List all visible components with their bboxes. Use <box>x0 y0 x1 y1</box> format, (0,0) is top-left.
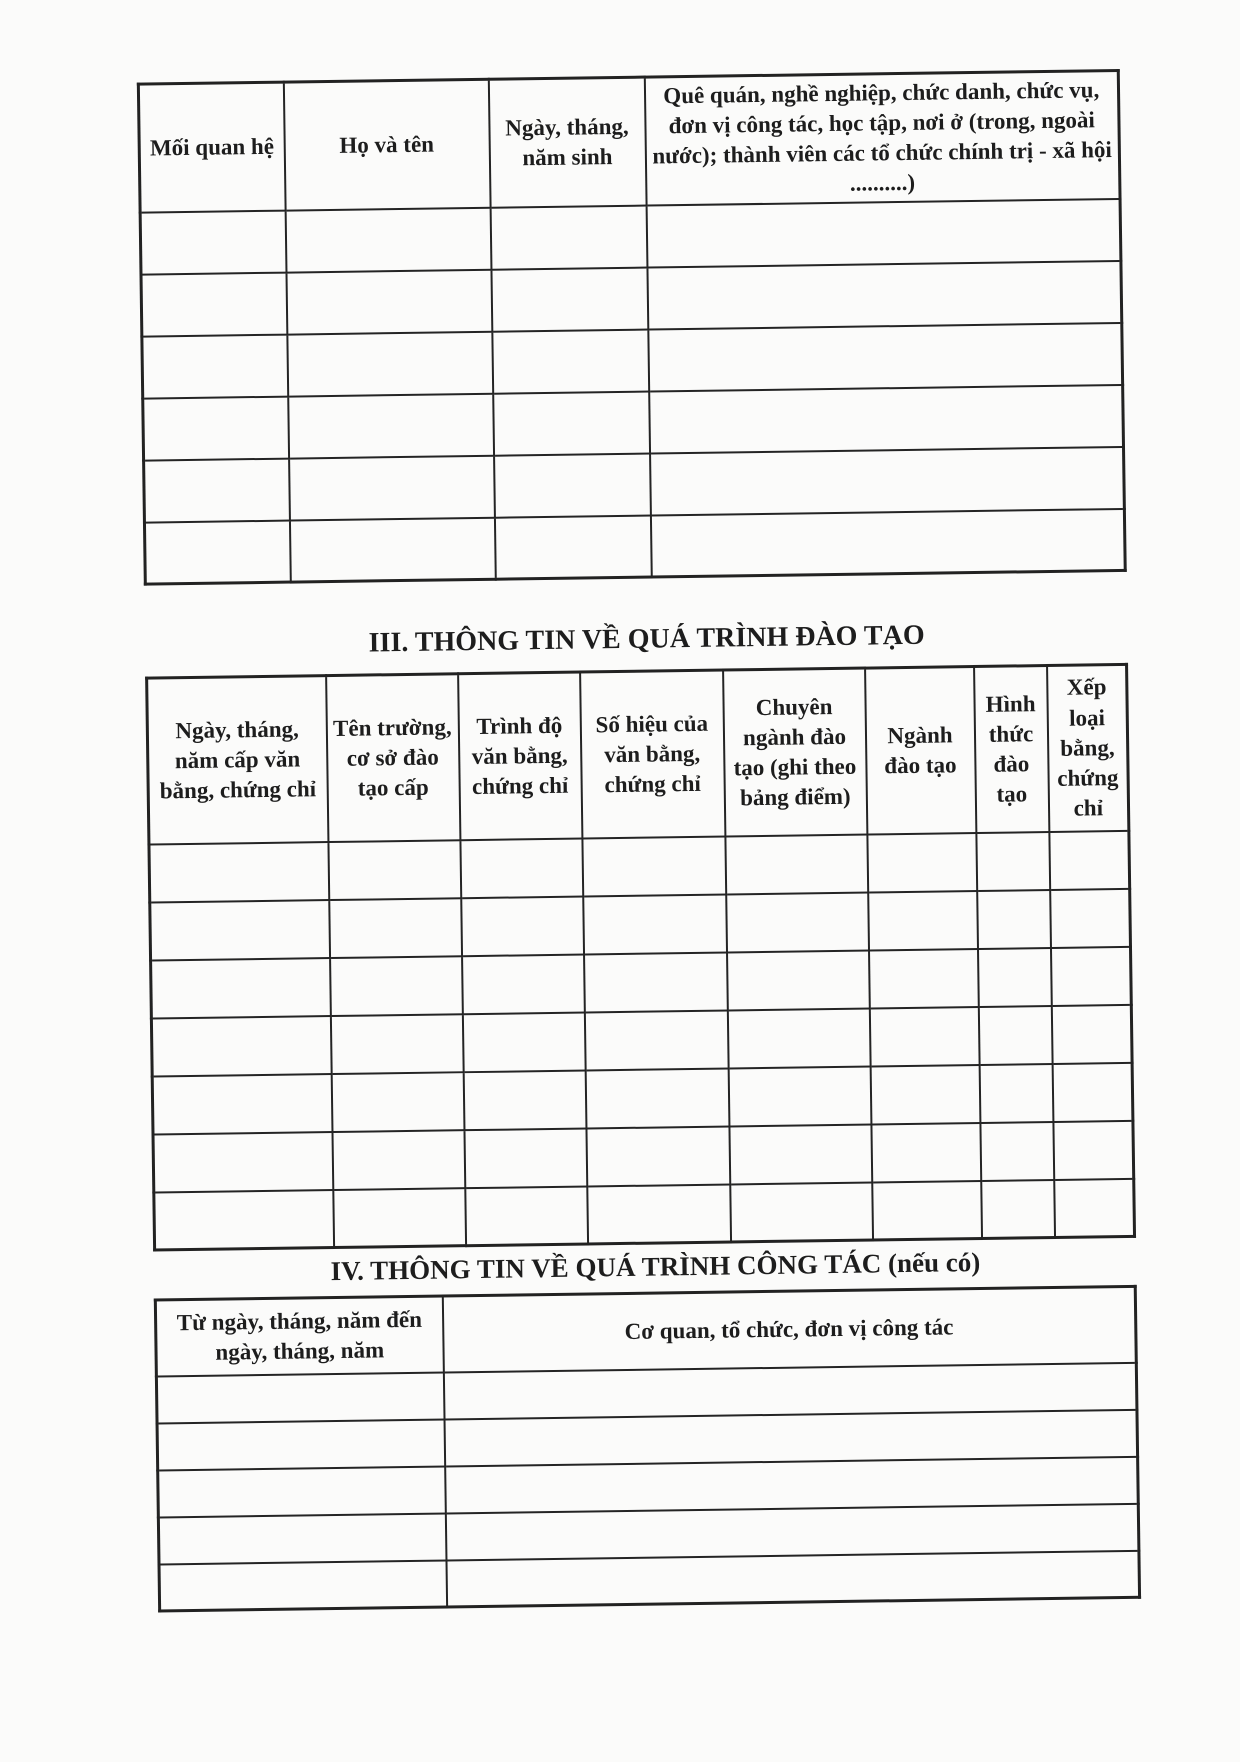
empty-cell <box>141 272 287 336</box>
empty-cell <box>329 898 462 958</box>
empty-cell <box>463 1070 586 1130</box>
empty-cell <box>980 1121 1054 1180</box>
empty-cell <box>151 1016 331 1076</box>
empty-cell <box>727 1008 870 1068</box>
empty-cell <box>867 833 977 893</box>
empty-cell <box>491 267 648 331</box>
empty-cell <box>976 832 1050 891</box>
empty-cell <box>142 334 288 398</box>
empty-cell <box>152 1074 332 1134</box>
col-header-birth-date: Ngày, tháng, năm sinh <box>488 77 646 207</box>
education-history-table <box>145 663 1136 1252</box>
empty-cell <box>649 384 1124 453</box>
family-members-table <box>137 69 1127 586</box>
work-table-header-row <box>155 1286 1136 1376</box>
section-iv-title: IV. THÔNG TIN VỀ QUÁ TRÌNH CÔNG TÁC (nếu có) <box>330 1247 981 1287</box>
empty-cell <box>154 1190 334 1250</box>
empty-cell <box>464 1128 587 1188</box>
col-header-relationship: Mối quan hệ <box>138 82 285 212</box>
col-header-certificate-number: Số hiệu của văn bằng, chứng chỉ <box>580 670 725 838</box>
empty-cell <box>585 1068 729 1128</box>
family-table-header-row <box>138 70 1120 212</box>
empty-cell <box>869 949 979 1009</box>
empty-cell <box>462 1012 585 1072</box>
empty-cell <box>465 1186 588 1246</box>
empty-cell <box>729 1124 872 1184</box>
empty-cell <box>490 205 647 269</box>
col-header-field: Ngành đào tạo <box>865 667 976 835</box>
empty-cell <box>870 1065 980 1125</box>
col-header-degree-level: Trình độ văn bằng, chứng chỉ <box>458 672 582 840</box>
empty-cell <box>650 446 1125 515</box>
empty-cell <box>494 515 651 579</box>
empty-cell <box>143 396 289 460</box>
empty-table-row <box>144 508 1125 584</box>
empty-cell <box>1053 1120 1134 1179</box>
col-header-organization: Cơ quan, tổ chức, đơn vị công tác <box>442 1286 1136 1372</box>
empty-cell <box>287 331 493 396</box>
empty-cell <box>492 329 649 393</box>
col-header-origin-occupation: Quê quán, nghề nghiệp, chức danh, chức vụ, đơn vị công tác, học tập, nơi ở (trong, ngoài nước); thành viên các tổ chức chính trị - xã hội ..........) <box>644 70 1120 205</box>
empty-cell <box>330 1014 463 1074</box>
empty-cell <box>1052 1062 1133 1121</box>
work-history-table <box>154 1285 1141 1613</box>
empty-cell <box>871 1122 981 1182</box>
empty-cell <box>285 207 491 272</box>
edu-table-body <box>149 830 1135 1250</box>
empty-cell <box>328 840 461 900</box>
empty-cell <box>158 1466 446 1517</box>
empty-cell <box>331 1072 464 1132</box>
empty-cell <box>650 508 1125 577</box>
empty-cell <box>289 455 495 520</box>
empty-cell <box>646 198 1121 267</box>
col-header-classification: Xếp loại bằng, chứng chỉ <box>1047 664 1129 831</box>
empty-cell <box>583 894 727 954</box>
empty-cell <box>144 458 290 522</box>
family-table-body <box>140 198 1125 584</box>
empty-cell <box>1054 1178 1135 1237</box>
col-header-institution: Tên trường, cơ sở đào tạo cấp <box>326 674 460 842</box>
empty-cell <box>288 393 494 458</box>
empty-table-row <box>154 1178 1135 1250</box>
empty-cell <box>144 520 290 584</box>
empty-cell <box>648 322 1123 391</box>
empty-cell <box>869 1007 979 1067</box>
empty-cell <box>446 1550 1140 1607</box>
empty-cell <box>150 900 330 960</box>
empty-cell <box>868 891 978 951</box>
empty-cell <box>977 890 1051 949</box>
empty-cell <box>1050 888 1131 947</box>
empty-cell <box>159 1560 447 1611</box>
empty-cell <box>1049 830 1130 889</box>
empty-cell <box>587 1184 731 1244</box>
edu-table-header-row <box>147 664 1129 844</box>
empty-cell <box>157 1419 445 1470</box>
empty-cell <box>872 1180 982 1240</box>
empty-cell <box>286 269 492 334</box>
empty-cell <box>725 834 868 894</box>
empty-cell <box>153 1132 333 1192</box>
empty-cell <box>462 954 585 1014</box>
empty-cell <box>461 896 584 956</box>
empty-cell <box>330 956 463 1016</box>
empty-cell <box>727 950 870 1010</box>
empty-cell <box>978 1005 1052 1064</box>
empty-cell <box>584 952 728 1012</box>
empty-cell <box>726 892 869 952</box>
empty-cell <box>289 517 495 582</box>
section-iii-title: III. THÔNG TIN VỀ QUÁ TRÌNH ĐÀO TẠO <box>368 619 925 659</box>
empty-cell <box>149 842 329 902</box>
empty-cell <box>584 1010 728 1070</box>
empty-cell <box>494 453 651 517</box>
empty-cell <box>979 1063 1053 1122</box>
empty-cell <box>977 947 1051 1006</box>
empty-cell <box>728 1066 871 1126</box>
empty-cell <box>493 391 650 455</box>
empty-cell <box>647 260 1122 329</box>
empty-cell <box>582 836 726 896</box>
col-header-issue-date: Ngày, tháng, năm cấp văn bằng, chứng chỉ <box>147 676 328 844</box>
empty-cell <box>730 1182 873 1242</box>
empty-cell <box>586 1126 730 1186</box>
col-header-full-name: Họ và tên <box>283 79 490 210</box>
empty-cell <box>1051 1004 1132 1063</box>
empty-cell <box>460 838 583 898</box>
empty-cell <box>333 1188 466 1248</box>
empty-cell <box>332 1130 465 1190</box>
empty-cell <box>156 1372 444 1423</box>
empty-cell <box>981 1179 1055 1238</box>
empty-cell <box>1050 946 1131 1005</box>
col-header-period: Từ ngày, tháng, năm đến ngày, tháng, năm <box>155 1296 443 1376</box>
empty-cell <box>140 210 286 274</box>
empty-cell <box>158 1513 446 1564</box>
col-header-training-mode: Hình thức đào tạo <box>974 666 1049 833</box>
empty-cell <box>151 958 331 1018</box>
work-table-body <box>156 1362 1139 1611</box>
col-header-major: Chuyên ngành đào tạo (ghi theo bảng điểm) <box>723 668 867 836</box>
